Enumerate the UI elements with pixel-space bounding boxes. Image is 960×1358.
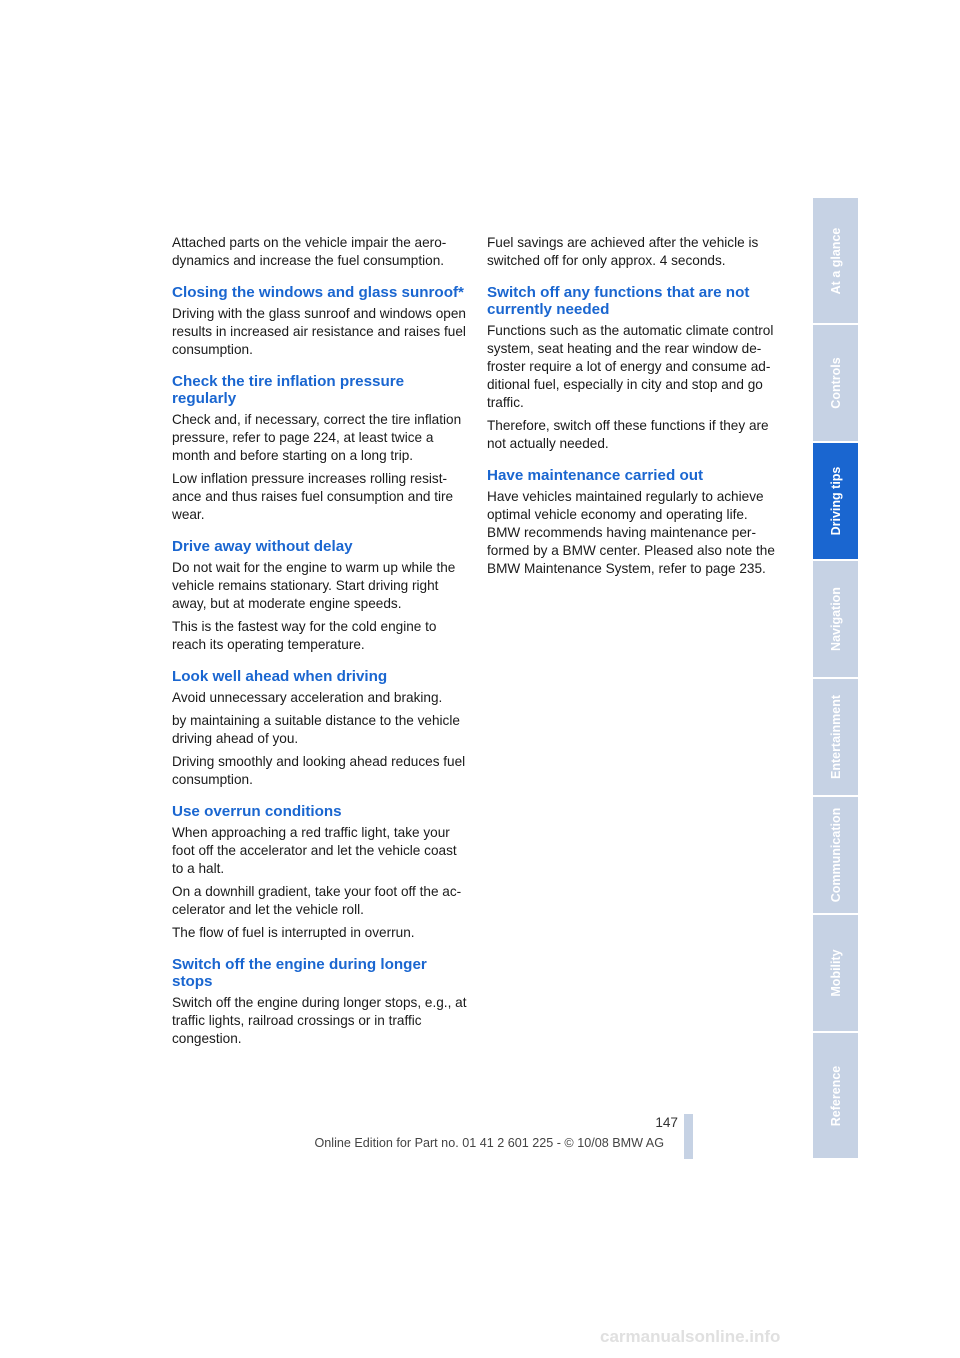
heading-switch-off-engine: Switch off the engine during longer stops xyxy=(172,956,427,990)
chapter-sidebar xyxy=(813,198,858,1160)
tab-entertainment[interactable]: Entertainment xyxy=(813,679,858,797)
heading-drive-away: Drive away without delay xyxy=(172,538,353,555)
paragraph: Functions such as the automatic climate control system, seat heating and the rear window de-froster require a lot of energy and consume ad-ditional fuel, especially in city and stop and go traffic. xyxy=(487,323,774,410)
tab-controls[interactable]: Controls xyxy=(813,325,858,443)
tab-navigation[interactable]: Navigation xyxy=(813,561,858,679)
footer-edition: Online Edition for Part no. 01 41 2 601 225 - © 10/08 BMW AG xyxy=(314,1136,664,1150)
intro-paragraph: Attached parts on the vehicle impair the aero-dynamics and increase the fuel consumption. xyxy=(172,235,447,268)
left-column xyxy=(172,234,468,1053)
heading-switch-off-functions: Switch off any functions that are not currently needed xyxy=(487,284,750,318)
tab-communication[interactable]: Communication xyxy=(813,797,858,915)
heading-tire-pressure: Check the tire inflation pressure regularly xyxy=(172,373,405,407)
tab-driving-tips[interactable]: Driving tips xyxy=(813,443,858,561)
tab-mobility[interactable]: Mobility xyxy=(813,915,858,1033)
heading-look-ahead: Look well ahead when driving xyxy=(172,668,388,685)
page-number: 147 xyxy=(655,1115,678,1130)
paragraph: The flow of fuel is interrupted in overrun. xyxy=(172,925,415,940)
paragraph: Driving smoothly and looking ahead reduces fuel consumption. xyxy=(172,754,466,787)
right-column xyxy=(487,234,783,583)
paragraph: This is the fastest way for the cold engine to reach its operating temperature. xyxy=(172,619,437,652)
page-number-bar xyxy=(684,1114,693,1159)
heading-maintenance: Have maintenance carried out xyxy=(487,467,704,484)
heading-closing-windows: Closing the windows and glass sunroof* xyxy=(172,284,464,301)
tab-at-a-glance[interactable]: At a glance xyxy=(813,198,858,325)
watermark: carmanualsonline.info xyxy=(600,1327,781,1346)
tab-reference[interactable]: Reference xyxy=(813,1033,858,1160)
paragraph: Therefore, switch off these functions if they are not actually needed. xyxy=(487,418,769,451)
paragraph: Low inflation pressure increases rolling resist-ance and thus raises fuel consumption and tire wear. xyxy=(172,471,454,522)
paragraph: Driving with the glass sunroof and windows open results in increased air resistance and raises fuel consumption. xyxy=(172,306,466,357)
paragraph: Do not wait for the engine to warm up while the vehicle remains stationary. Start driving right away, but at moderate engine speeds. xyxy=(172,560,456,611)
heading-overrun: Use overrun conditions xyxy=(172,803,342,820)
paragraph: Switch off the engine during longer stops, e.g., at traffic lights, railroad crossings or in traffic congestion. xyxy=(172,995,467,1046)
paragraph: Avoid unnecessary acceleration and braking. xyxy=(172,690,443,705)
paragraph: On a downhill gradient, take your foot off the ac-celerator and let the vehicle roll. xyxy=(172,884,462,917)
paragraph: Check and, if necessary, correct the tire inflation pressure, refer to page 224, at least twice a month and before starting on a long trip. xyxy=(172,412,462,463)
paragraph: Have vehicles maintained regularly to achieve optimal vehicle economy and operating life. BMW recommends having maintenance per-formed by a BMW center. Pleased also note the BMW Maintenance System, refer to page 235. xyxy=(487,489,775,576)
paragraph: by maintaining a suitable distance to the vehicle driving ahead of you. xyxy=(172,713,460,746)
intro-paragraph: Fuel savings are achieved after the vehicle is switched off for only approx. 4 seconds. xyxy=(487,235,759,268)
paragraph: When approaching a red traffic light, take your foot off the accelerator and let the vehicle coast to a halt. xyxy=(172,825,457,876)
